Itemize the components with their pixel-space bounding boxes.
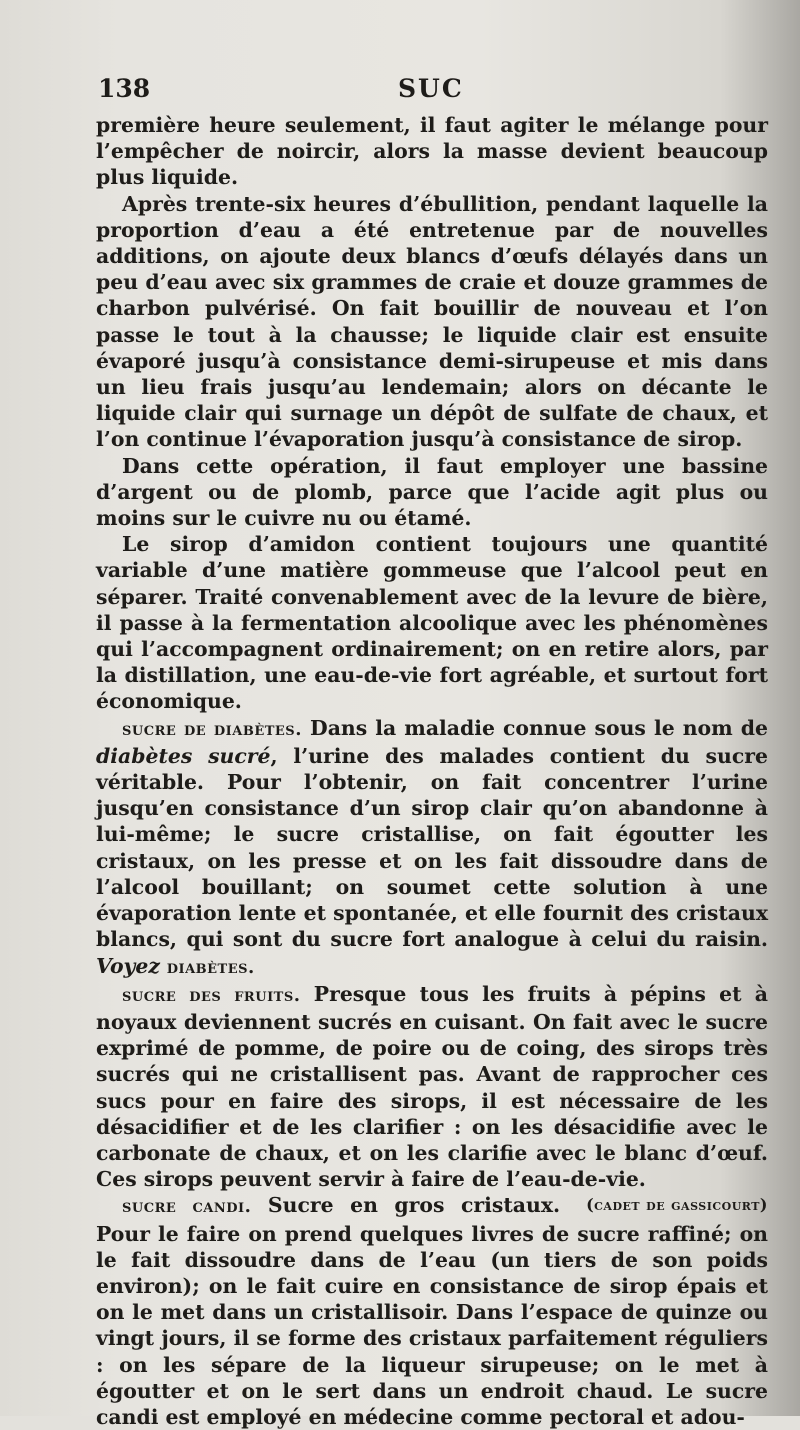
entry-text: Dans la maladie connue sous le nom de bbox=[301, 715, 768, 740]
paragraph: Après trente-six heures d’ébullition, pendant laquelle la proportion d’eau a été entretenue par de nouvelles additions, on ajoute deux blancs d’œufs délayés dans un peu d’eau avec six grammes de craie et douze grammes de charbon pulvérisé. On fait bouillir de nouveau et l’on passe le tout à la chausse; le liquide clair est ensuite évaporé jusqu’à consistance demi-sirupeuse et mis dans un lieu frais jusqu’au lendemain; alors on décante le liquide clair qui surnage un dépôt de sulfate de chaux, et l’on continue l’évaporation jusqu’à consistance de sirop. bbox=[96, 191, 768, 452]
paragraph: première heure seulement, il faut agiter le mélange pour l’empêcher de noircir, alors la masse devient beaucoup plus liquide. bbox=[96, 113, 768, 190]
see-also-label: Voyez bbox=[96, 953, 160, 978]
entry-italic-term: diabètes sucré bbox=[96, 743, 271, 768]
cross-reference: diabètes. bbox=[159, 956, 255, 978]
entry-term: sucre des fruits. bbox=[122, 984, 301, 1006]
entry-sucre-candi bbox=[96, 1192, 768, 1430]
paragraph: Dans cette opération, il faut employer une bassine d’argent ou de plomb, parce que l’acide agit plus ou moins sur le cuivre nu ou étamé. bbox=[96, 453, 768, 531]
paragraph: Le sirop d’amidon contient toujours une quantité variable d’une matière gommeuse que l’alcool peut en séparer. Traité convenablement avec de la levure de bière, il passe à la fermentation alcoolique avec les phénomènes qui l’accompagnent ordinairement; on en retire alors, par la distillation, une eau-de-vie fort agréable, et surtout fort économique. bbox=[96, 532, 768, 714]
entry-term: sucre candi. bbox=[122, 1196, 252, 1218]
entry-term: sucre de diabètes. bbox=[122, 718, 302, 740]
page-number: 138 bbox=[98, 74, 151, 103]
entry-text: Sucre en gros cristaux. Pour le faire on prend quelques livres de sucre raffiné; on le fait dissoudre dans de l’eau (un tiers de son poids environ); on le fait cuire en consistance de sirop épais et on le met dans un cristallisoir. Dans l’espace de quinze ou vingt jours, il se forme des cristaux parfaitement réguliers : on les sépare de la liqueur sirupeuse; on le met à égoutter et on le sert dans un endroit chaud. Le sucre candi est employé en médecine comme pectoral et adou- bbox=[96, 1193, 768, 1429]
entry-text: Presque tous les fruits à pépins et à noyaux deviennent sucrés en cuisant. On fait avec le sucre exprimé de pomme, de poire ou de coing, des sirops très sucrés qui ne cristallisent pas. Avant de rapprocher ces sucs pour en faire des sirops, il est nécessaire de les désacidifier et de les clarifier : on les désacidifie avec le carbonate de chaux, et on les clarifie avec le blanc d’œuf. Ces sirops peuvent servir à faire de l’eau-de-vie. bbox=[96, 981, 768, 1192]
entry-text: , l’urine des malades contient du sucre véritable. Pour l’obtenir, on fait concentrer l’urine jusqu’en consistance d’un sirop clair qu’on abandonne à lui-même; le sucre cristallise, on fait égoutter les cristaux, on les presse et on les fait dissoudre dans de l’alcool bouillant; on soumet cette solution à une évaporation lente et spontanée, et elle fournit des cristaux blancs, qui sont du sucre fort analogue à celui du raisin. bbox=[96, 743, 768, 952]
entry-sucre-de-diabetes bbox=[96, 715, 768, 981]
running-head: SUC bbox=[398, 74, 464, 103]
author-attribution: (cadet de gassicourt) bbox=[586, 1195, 768, 1215]
page-header bbox=[98, 74, 768, 110]
body-text bbox=[96, 112, 768, 1430]
